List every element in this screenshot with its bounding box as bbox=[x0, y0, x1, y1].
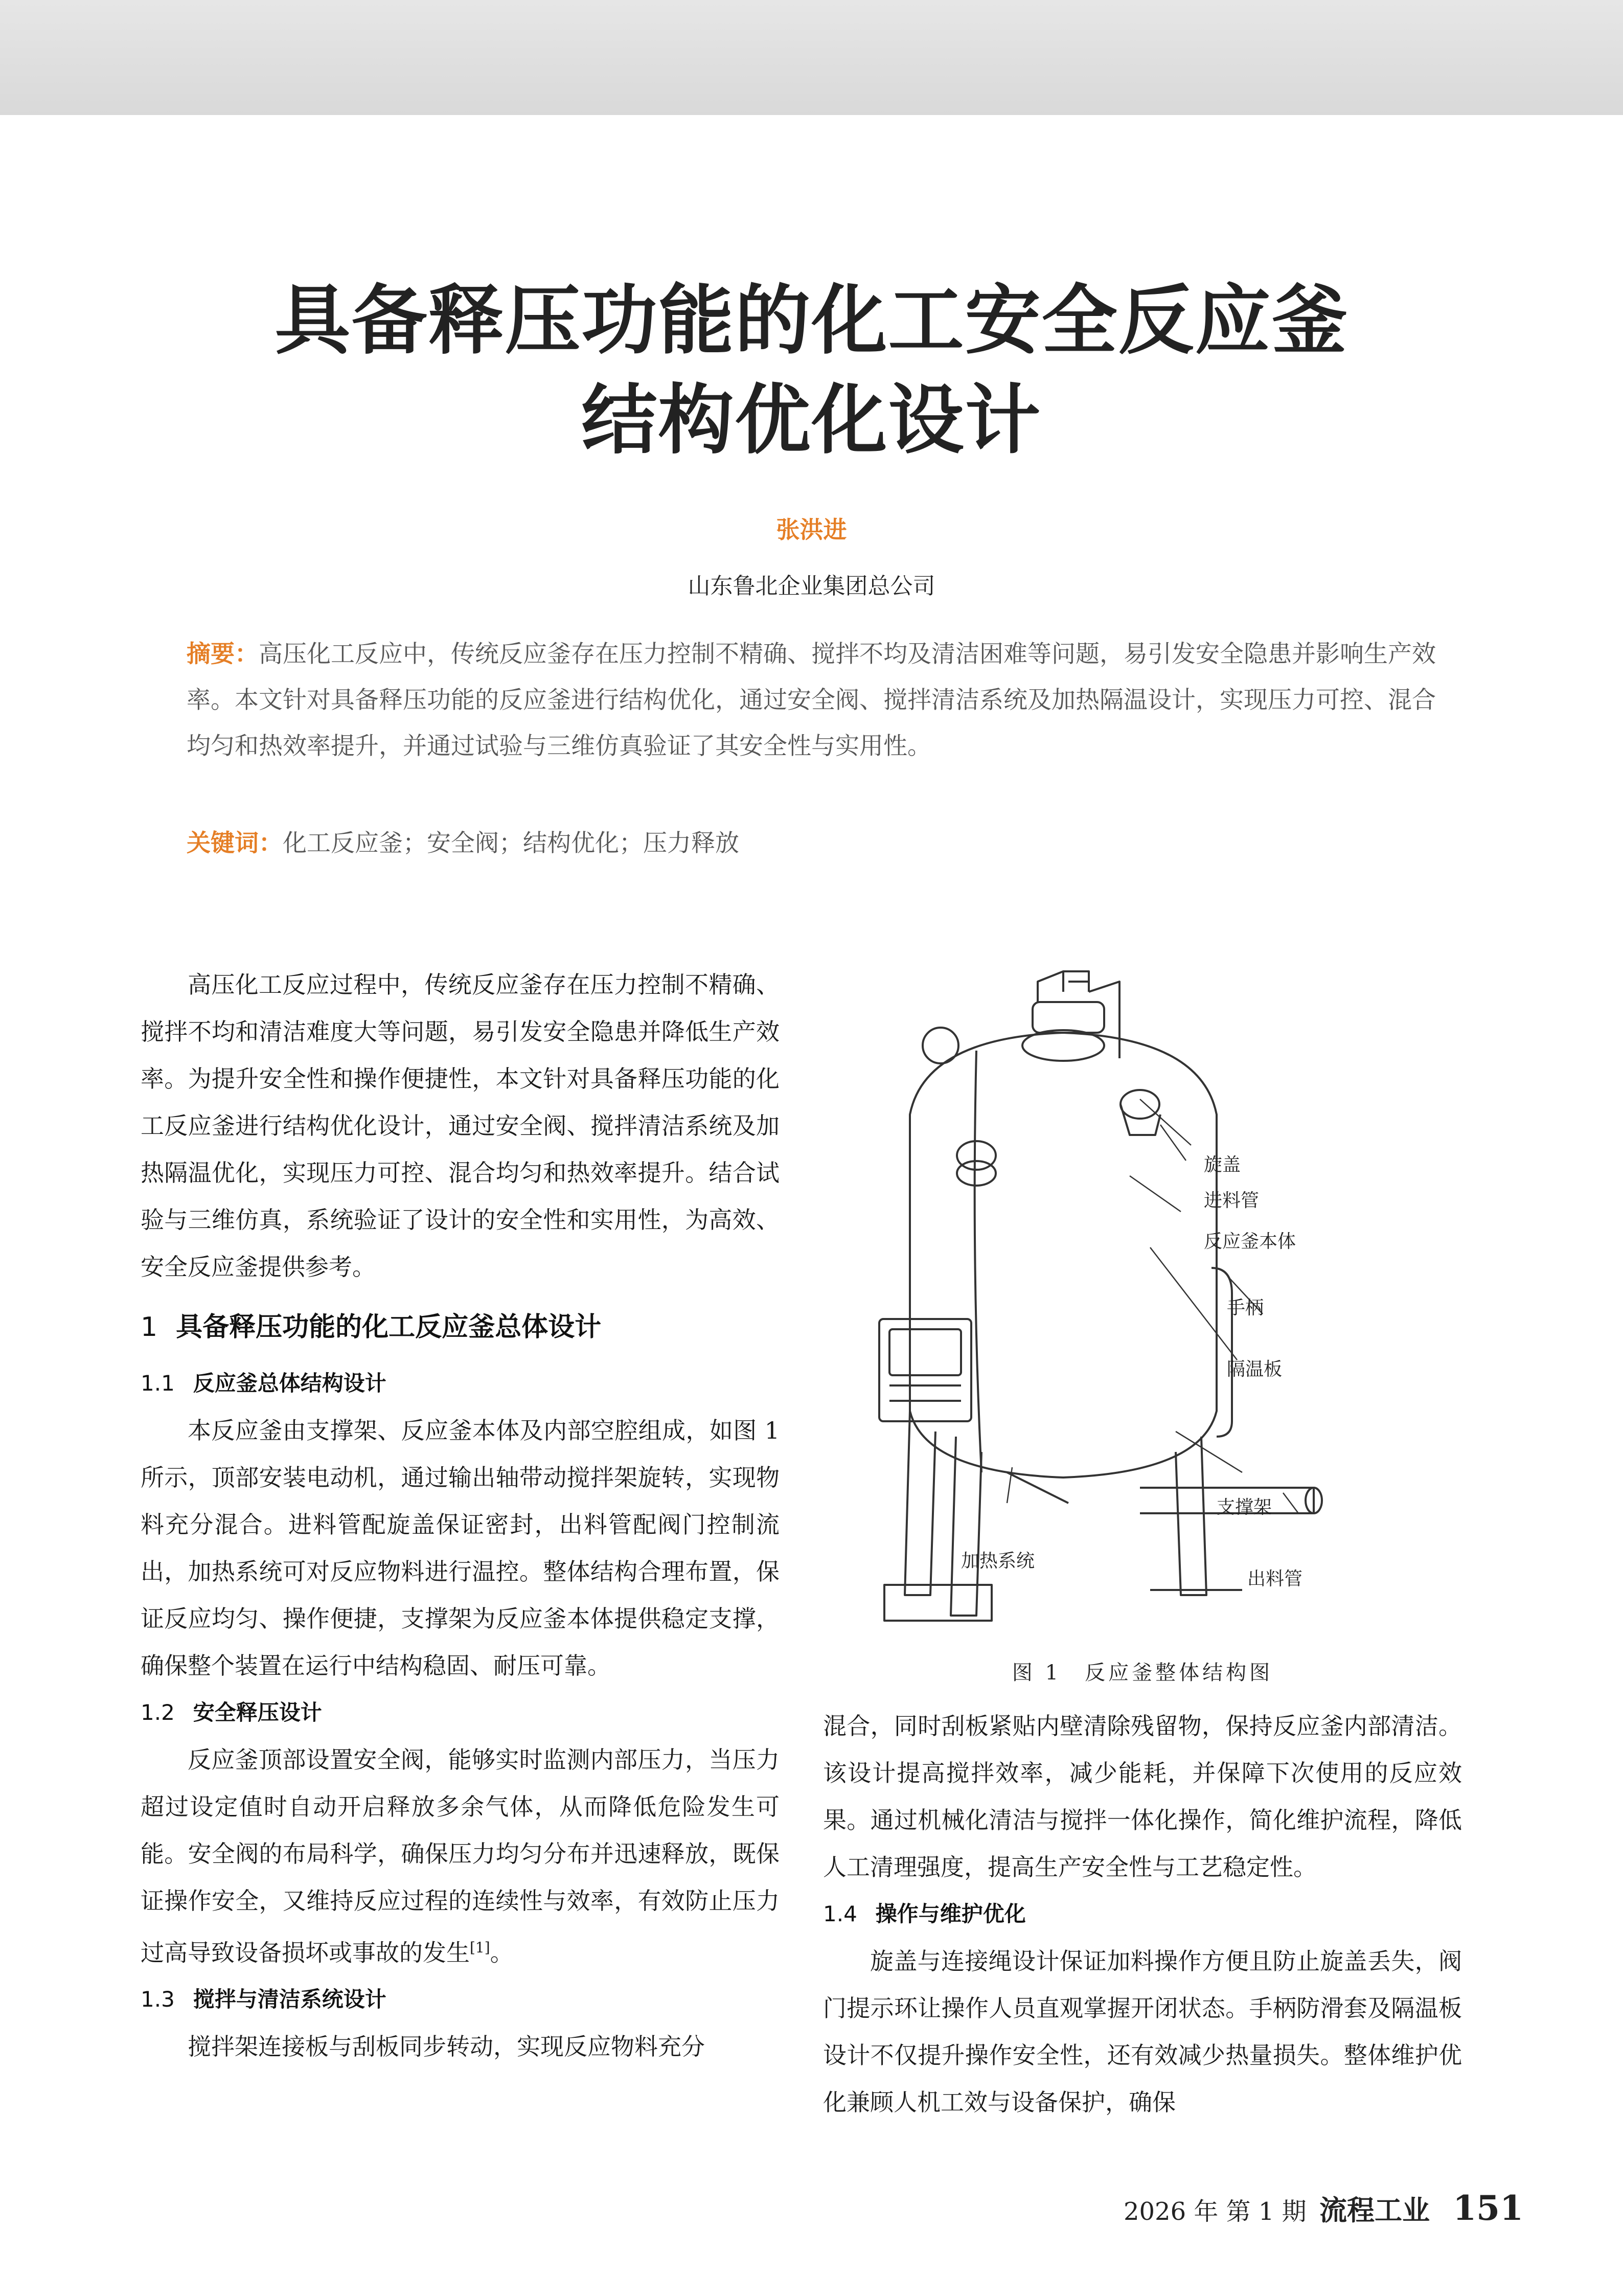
abstract-text: 高压化工反应中，传统反应釜存在压力控制不精确、搅拌不均及清洁困难等问题，易引发安全隐患并影响生产效率。本文针对具备释压功能的反应釜进行结构优化，通过安全阀、搅拌清洁系统及加热隔温设计，实现压力可控、混合均匀和热效率提升，并通过试验与三维仿真验证了其安全性与实用性。 bbox=[187, 640, 1436, 760]
reactor-diagram bbox=[823, 961, 1462, 1646]
label-inlet: 进料管 bbox=[1204, 1190, 1260, 1211]
section-1-number: 1 bbox=[141, 1312, 158, 1343]
article-title bbox=[0, 271, 1623, 470]
section-1-2-heading bbox=[141, 1689, 780, 1736]
keywords bbox=[187, 821, 1439, 867]
title-line-2: 结构优化设计 bbox=[581, 376, 1042, 464]
section-1-1-number: 1.1 bbox=[141, 1371, 175, 1396]
section-1-1-title: 反应釜总体结构设计 bbox=[193, 1371, 386, 1396]
footer-issue: 2026 年 第 1 期 bbox=[1123, 2197, 1307, 2226]
abstract-label: 摘要： bbox=[187, 640, 259, 668]
left-column bbox=[141, 961, 780, 2070]
section-1-3-text-left: 搅拌架连接板与刮板同步转动，实现反应物料充分 bbox=[188, 2033, 705, 2061]
label-heating: 加热系统 bbox=[961, 1551, 1035, 1572]
section-1-3-heading bbox=[141, 1976, 780, 2023]
label-handle: 手柄 bbox=[1227, 1298, 1264, 1319]
label-body: 反应釜本体 bbox=[1204, 1231, 1296, 1252]
section-1-2-paragraph bbox=[141, 1736, 780, 1976]
label-insulation: 隔温板 bbox=[1227, 1359, 1283, 1380]
keywords-text: 化工反应釜；安全阀；结构优化；压力释放 bbox=[283, 829, 739, 857]
abstract bbox=[187, 631, 1439, 769]
section-1-2-title: 安全释压设计 bbox=[193, 1700, 322, 1725]
section-1-4-heading bbox=[823, 1891, 1462, 1938]
affiliation: 山东鲁北企业集团总公司 bbox=[688, 573, 935, 599]
section-1-3-title: 搅拌与清洁系统设计 bbox=[193, 1987, 386, 2012]
citation-1[interactable]: [1] bbox=[470, 1939, 490, 1956]
section-1-heading bbox=[141, 1304, 780, 1351]
figure-1 bbox=[823, 961, 1462, 1646]
section-1-2-text: 反应釜顶部设置安全阀，能够实时监测内部压力，当压力超过设定值时自动开启释放多余气体，从而降低危险发生可能。安全阀的布局科学，确保压力均匀分布并迅速释放，既保证操作安全，又维持反应过程的连续性与效率，有效防止压力过高导致设备损坏或事故的发生 bbox=[141, 1746, 780, 1967]
section-1-1-text: 本反应釜由支撑架、反应釜本体及内部空腔组成，如图 1 所示，顶部安装电动机，通过输出轴带动搅拌架旋转，实现物料充分混合。进料管配旋盖保证密封，出料管配阀门控制流出，加热系统可对反应物料进行温控。整体结构合理布置，保证反应均匀、操作便捷，支撑架为反应釜本体提供稳定支撑，确保整个装置在运行中结构稳固、耐压可靠。 bbox=[141, 1417, 780, 1679]
intro-paragraph: 高压化工反应过程中，传统反应釜存在压力控制不精确、搅拌不均和清洁难度大等问题，易引发安全隐患并降低生产效率。为提升安全性和操作便捷性，本文针对具备释压功能的化工反应釜进行结构优化设计，通过安全阀、搅拌清洁系统及加热隔温优化，实现压力可控、混合均匀和热效率提升。结合试验与三维仿真，系统验证了设计的安全性和实用性，为高效、安全反应釜提供参考。 bbox=[141, 971, 780, 1281]
label-support: 支撑架 bbox=[1217, 1497, 1272, 1518]
section-1-3-number: 1.3 bbox=[141, 1987, 175, 2012]
page-footer bbox=[1124, 2188, 1523, 2228]
header-band bbox=[0, 0, 1623, 115]
page-number: 151 bbox=[1453, 2188, 1523, 2228]
keywords-label: 关键词： bbox=[187, 829, 283, 857]
section-1-4-number: 1.4 bbox=[823, 1901, 857, 1926]
section-1-3-text-right: 混合，同时刮板紧贴内壁清除残留物，保持反应釜内部清洁。该设计提高搅拌效率，减少能耗，并保障下次使用的反应效果。通过机械化清洁与搅拌一体化操作，简化维护流程，降低人工清理强度，提高生产安全性与工艺稳定性。 bbox=[823, 1712, 1462, 1881]
label-outlet: 出料管 bbox=[1247, 1568, 1303, 1589]
section-1-2-end: 。 bbox=[490, 1939, 514, 1967]
author: 张洪进 bbox=[776, 516, 847, 543]
footer-journal: 流程工业 bbox=[1319, 2194, 1430, 2226]
label-lid: 旋盖 bbox=[1204, 1154, 1241, 1175]
right-column bbox=[823, 1702, 1462, 2126]
section-1-2-number: 1.2 bbox=[141, 1700, 175, 1725]
title-line-1: 具备释压功能的化工安全反应釜 bbox=[275, 277, 1348, 365]
figure-caption: 图 1 反应釜整体结构图 bbox=[1012, 1661, 1273, 1685]
section-1-title: 具备释压功能的化工反应釜总体设计 bbox=[176, 1312, 602, 1343]
section-1-4-title: 操作与维护优化 bbox=[875, 1901, 1026, 1926]
section-1-4-text: 旋盖与连接绳设计保证加料操作方便且防止旋盖丢失，阀门提示环让操作人员直观掌握开闭状态。手柄防滑套及隔温板设计不仅提升操作安全性，还有效减少热量损失。整体维护优化兼顾人机工效与设备保护，确保 bbox=[823, 1947, 1462, 2116]
section-1-1-heading bbox=[141, 1360, 780, 1407]
